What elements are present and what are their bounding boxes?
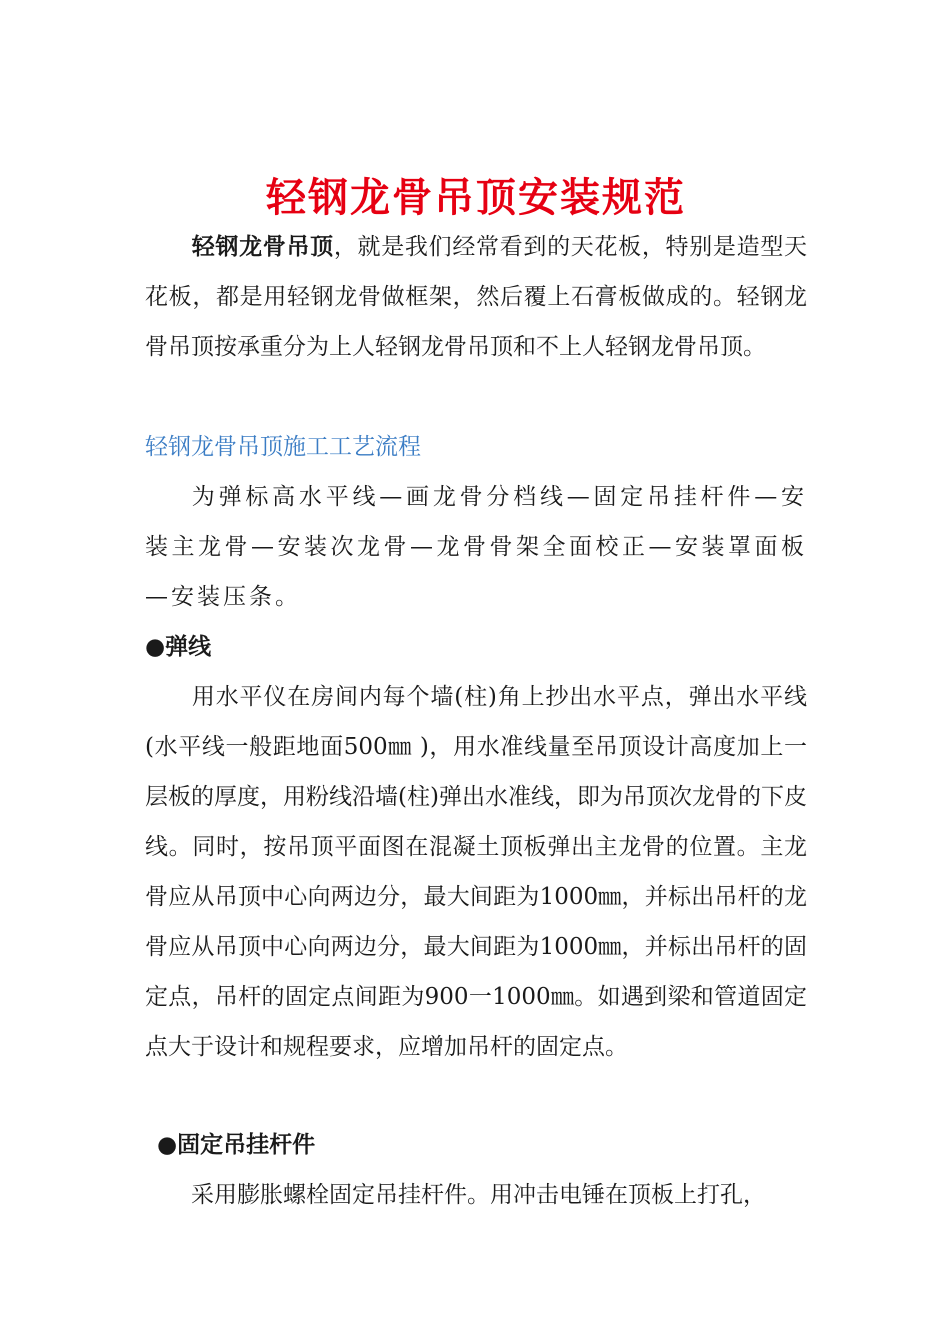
- document-title: 轻钢龙骨吊顶安装规范: [266, 174, 686, 221]
- snapline-text: 用水平仪在房间内每个墙(柱)角上抄出水平点，弹出水平线(水平线一般距地面500㎜ )，用水准线量至吊顶设计高度加上一层板的厚度，用粉线沿墙(柱)弹出水准线，即为吊顶次龙骨的下皮线。同时，按吊顶平面图在混凝土顶板弹出主龙骨的位置。主龙骨应从吊顶中心向两边分，最大间距为1000㎜，并标出吊杆的龙骨应从吊顶中心向两边分，最大间距为1000㎜，并标出吊杆的固定点，吊杆的固定点间距为900一1000㎜。如遇到梁和管道固定点大于设计和规程要求，应增加吊杆的固定点。: [145, 684, 807, 1060]
- process-text: 为弹标高水平线—画龙骨分档线—固定吊挂杆件—安装主龙骨—安装次龙骨—龙骨骨架全面校正—安装罩面板—安装压条。: [145, 484, 807, 610]
- section-heading-hanger: ●固定吊挂杆件: [157, 1132, 316, 1158]
- intro-term: 轻钢龙骨吊顶: [191, 233, 334, 260]
- hanger-text: 采用膨胀螺栓固定吊挂杆件。用冲击电锤在顶板上打孔，: [191, 1182, 766, 1208]
- snapline-paragraph: [145, 672, 807, 1072]
- intro-paragraph: [145, 222, 807, 372]
- section-heading-snapline: ●弹线: [145, 634, 212, 660]
- intro-text: ，就是我们经常看到的天花板，特别是造型天花板，都是用轻钢龙骨做框架，然后覆上石膏板做成的。轻钢龙骨吊顶按承重分为上人轻钢龙骨吊顶和不上人轻钢龙骨吊顶。: [145, 234, 808, 360]
- section-heading-process[interactable]: 轻钢龙骨吊顶施工工艺流程: [145, 434, 421, 460]
- hanger-paragraph: [145, 1170, 807, 1220]
- process-paragraph: [145, 472, 807, 622]
